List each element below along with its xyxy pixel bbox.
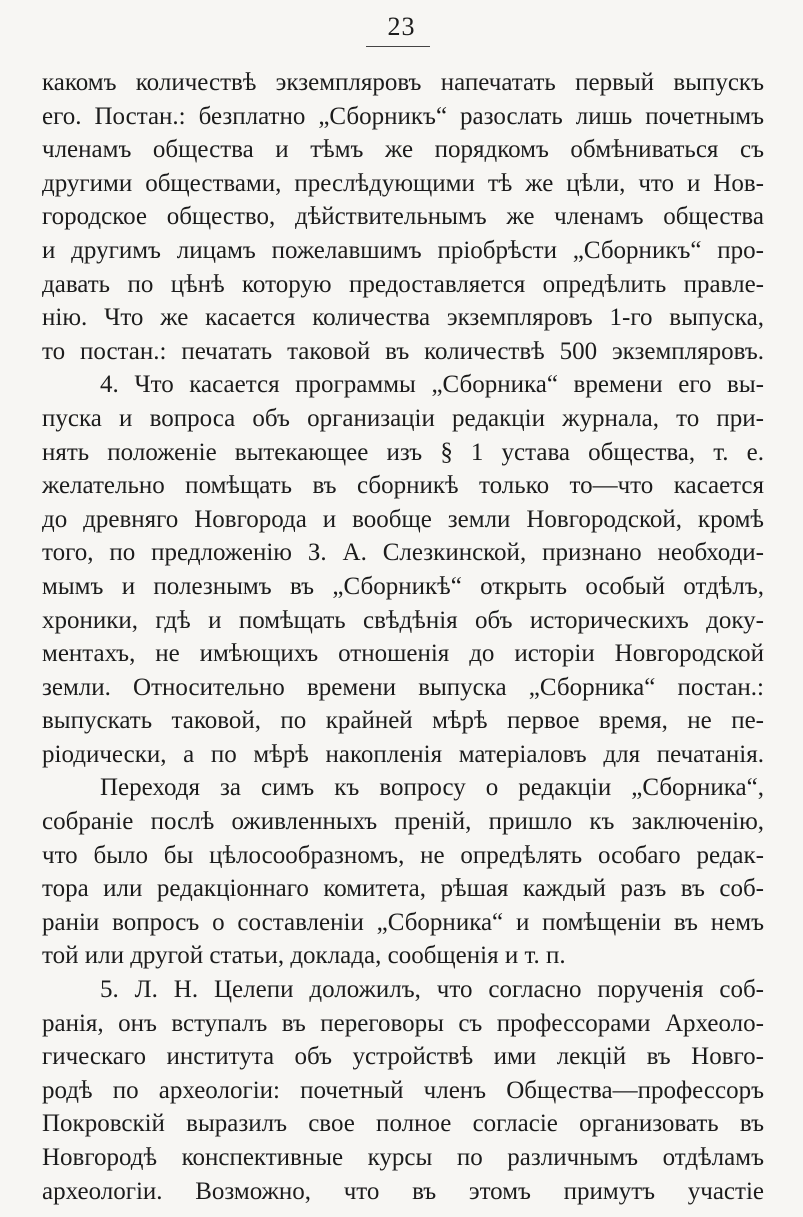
page-number: 23 xyxy=(387,12,416,41)
page-number-rule xyxy=(366,46,430,47)
text-line: тора или редакціоннаго комитета, рѣшая каждый разъ въ соб- xyxy=(42,875,764,903)
text-line: ментахъ, не имѣющихъ отношенія до исторіи Новгородской xyxy=(42,640,764,668)
text-line: нію. Что же касается количества экземпляровъ 1-го выпуска, xyxy=(42,304,764,332)
paragraph-start-line: Переходя за симъ къ вопросу о редакціи „Сборника“, xyxy=(100,774,764,802)
text-line: ріодически, а по мѣрѣ накопленія матеріаловъ для печатанія. xyxy=(42,740,764,768)
text-line: давать по цѣнѣ которую предоставляется опредѣлить правле- xyxy=(42,270,764,298)
text-line: городское общество, дѣйствительнымъ же членамъ общества xyxy=(42,203,764,231)
paragraph-start-line: 4. Что касается программы „Сборника“ времени его вы- xyxy=(100,371,764,399)
text-line: родѣ по археологіи: почетный членъ Общества—профессоръ xyxy=(42,1076,764,1104)
text-line: ранія, онъ вступалъ въ переговоры съ профессорами Археоло- xyxy=(42,1009,764,1037)
text-line: собраніе послѣ оживленныхъ преній, пришло къ заключенію, xyxy=(42,808,764,836)
text-line: Покровскій выразилъ свое полное согласіе организовать въ xyxy=(42,1110,764,1138)
text-line: нять положеніе вытекающее изъ § 1 устава общества, т. е. xyxy=(42,438,764,466)
text-line: то постан.: печатать таковой въ количествѣ 500 экземпляровъ. xyxy=(42,337,764,365)
text-line: пуска и вопроса объ организаціи редакціи журнала, то при- xyxy=(42,404,764,432)
text-line: до древняго Новгорода и вообще земли Новгородской, кромѣ xyxy=(42,505,764,533)
text-line: что было бы цѣлосообразномъ, не опредѣлять особаго редак- xyxy=(42,841,764,869)
text-line: Новгородѣ конспективные курсы по различнымъ отдѣламъ xyxy=(42,1144,764,1171)
body-text xyxy=(42,66,764,1208)
text-line: хроники, гдѣ и помѣщать свѣдѣнія объ историческихъ доку- xyxy=(42,606,764,634)
text-line: его. Постан.: безплатно „Сборникъ“ разослать лишь почетнымъ xyxy=(42,102,764,130)
paragraph-end-line: той или другой статьи, доклада, сообщенія и т. п. xyxy=(42,942,566,970)
text-line: мымъ и полезнымъ въ „Сборникѣ“ открыть особый отдѣлъ, xyxy=(42,572,764,600)
text-line: членамъ общества и тѣмъ же порядкомъ обмѣниваться съ xyxy=(42,136,764,164)
paragraph-start-line: 5. Л. Н. Целепи доложилъ, что согласно порученія соб- xyxy=(100,976,764,1004)
text-line: того, по предложенію З. А. Слезкинской, признано необходи- xyxy=(42,539,764,567)
text-line: желательно помѣщать въ сборникѣ только то—что касается xyxy=(42,472,764,500)
text-line: гическаго института объ устройствѣ ими лекцій въ Новго- xyxy=(42,1043,764,1071)
text-line: раніи вопросъ о составленіи „Сборника“ и помѣщеніи въ немъ xyxy=(42,908,764,936)
text-line: и другимъ лицамъ пожелавшимъ пріобрѣсти „Сборникъ“ про- xyxy=(42,236,764,264)
text-line: археологіи. Возможно, что въ этомъ примутъ участіе xyxy=(42,1177,764,1205)
text-line: земли. Относительно времени выпуска „Сборника“ постан.: xyxy=(42,673,764,701)
text-line: выпускать таковой, по крайней мѣрѣ первое время, не пе- xyxy=(42,707,764,735)
text-line: какомъ количествѣ экземпляровъ напечатать первый выпускъ xyxy=(42,69,764,96)
text-line: другими обществами, преслѣдующими тѣ же цѣли, что и Нов- xyxy=(42,169,764,197)
